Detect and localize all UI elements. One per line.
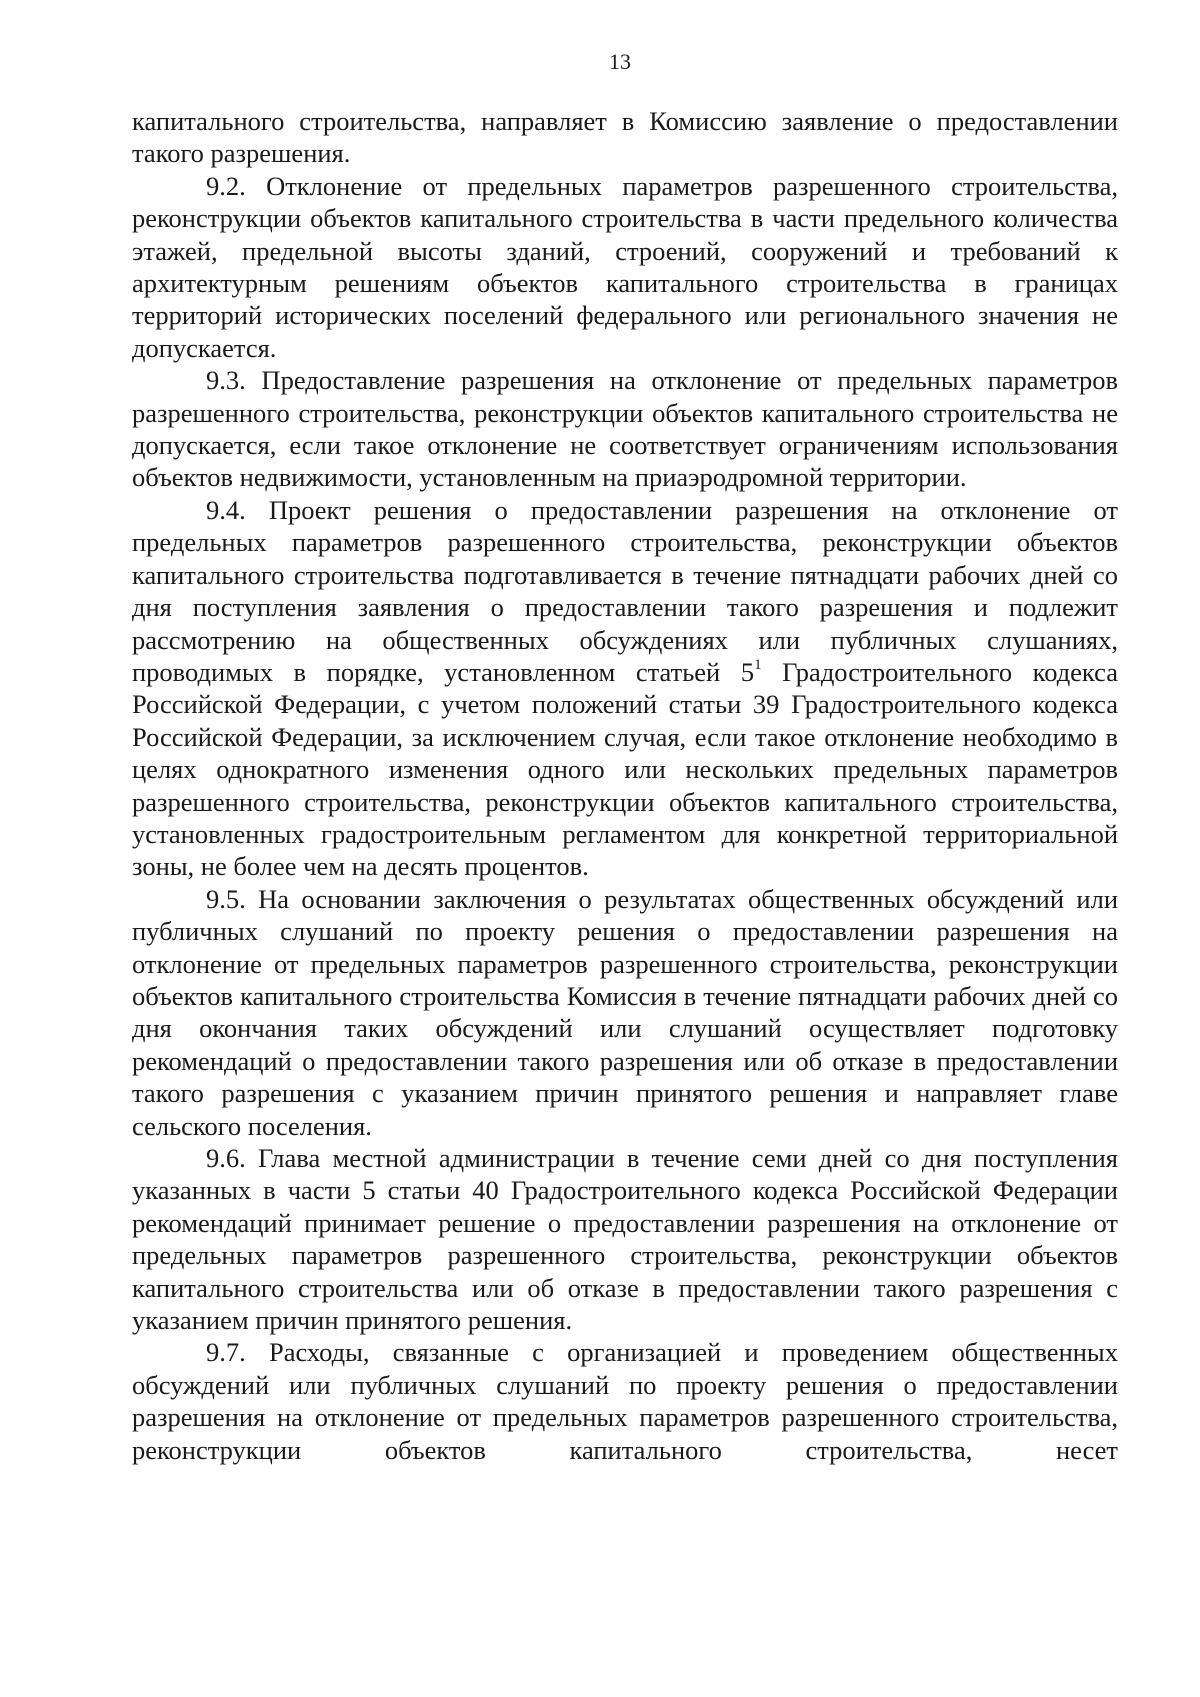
paragraph-9-5: 9.5. На основании заключения о результатах общественных обсуждений или публичных слушаний по проекту решения о предоставлении разрешения на отклонение от предельных параметров разрешенного строительства, реконструкции объектов капитального строительства Комиссия в течение пятнадцати рабочих дней со дня окончания таких обсуждений или слушаний осуществляет подготовку рекомендаций о предоставлении такого разрешения или об отказе в предоставлении такого разрешения с указанием причин принятого решения и направляет главе сельского поселения. bbox=[132, 883, 1118, 1141]
document-body bbox=[132, 105, 1118, 1466]
paragraph-9-4-text-part-2: Градостроительного кодекса Российской Федерации, с учетом положений статьи 39 Градостроительного кодекса Российской Федерации, за исключением случая, если такое отклонение необходимо в целях однократного изменения одного или нескольких предельных параметров разрешенного строительства, реконструкции объектов капитального строительства, установленных градостроительным регламентом для конкретной территориальной зоны, не более чем на десять процентов. bbox=[132, 656, 1118, 882]
paragraph-9-2: 9.2. Отклонение от предельных параметров разрешенного строительства, реконструкции объектов капитального строительства в части предельного количества этажей, предельной высоты зданий, строений, сооружений и требований к архитектурным решениям объектов капитального строительства в границах территорий исторических поселений федерального или регионального значения не допускается. bbox=[132, 170, 1118, 363]
paragraph-9-7: 9.7. Расходы, связанные с организацией и проведением общественных обсуждений или публичных слушаний по проекту решения о предоставлении разрешения на отклонение от предельных параметров разрешенного строительства, реконструкции объектов капитального строительства, несет bbox=[132, 1337, 1118, 1465]
article-superscript: 1 bbox=[754, 656, 762, 673]
paragraph-9-6: 9.6. Глава местной администрации в течение семи дней со дня поступления указанных в части 5 статьи 40 Градостроительного кодекса Российской Федерации рекомендаций принимает решение о предоставлении разрешения на отклонение от предельных параметров разрешенного строительства, реконструкции объектов капитального строительства или об отказе в предоставлении такого разрешения с указанием причин принятого решения. bbox=[132, 1143, 1118, 1336]
paragraph-9-3: 9.3. Предоставление разрешения на отклонение от предельных параметров разрешенного строительства, реконструкции объектов капитального строительства не допускается, если такое отклонение не соответствует ограничениям использования объектов недвижимости, установленным на приаэродромной территории. bbox=[132, 365, 1118, 493]
page-number: 13 bbox=[609, 49, 631, 74]
paragraph-continuation: капитального строительства, направляет в Комиссию заявление о предоставлении такого разрешения. bbox=[132, 106, 1118, 169]
paragraph-9-4 bbox=[132, 494, 1118, 883]
paragraph-9-4-text-part-1: 9.4. Проект решения о предоставлении разрешения на отклонение от предельных параметров разрешенного строительства, реконструкции объектов капитального строительства подготавливается в течение пятнадцати рабочих дней со дня поступления заявления о предоставлении такого разрешения и подлежит рассмотрению на общественных обсуждениях или публичных слушаниях, проводимых в порядке, установленном статьей 5 bbox=[132, 494, 1118, 687]
